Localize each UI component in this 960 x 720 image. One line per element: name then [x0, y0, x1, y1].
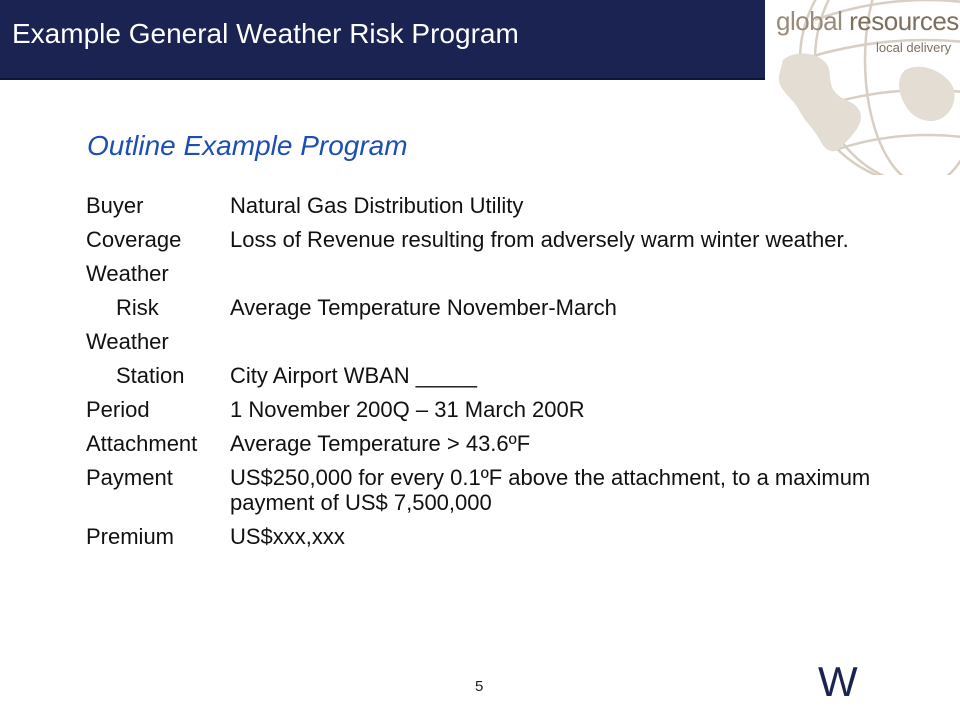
slide-title: Example General Weather Risk Program [12, 18, 519, 49]
row-coverage [86, 227, 886, 252]
row-station [86, 363, 886, 388]
row-period [86, 397, 886, 422]
term-definition: Loss of Revenue resulting from adversely warm winter weather. [230, 227, 849, 252]
row-buyer [86, 193, 886, 218]
logo-word-global: global [776, 6, 843, 36]
term-definition: Average Temperature > 43.6ºF [230, 431, 531, 456]
row-weather-risk-heading [86, 261, 886, 286]
term-definition: Natural Gas Distribution Utility [230, 193, 524, 218]
term-definition: City Airport WBAN _____ [230, 363, 477, 388]
term-label: Station [116, 363, 185, 388]
section-title: Outline Example Program [87, 130, 408, 161]
term-label: Weather [86, 261, 169, 286]
global-resources-logo [755, 0, 960, 175]
term-label: Coverage [86, 227, 182, 252]
term-definition: Average Temperature November-March [230, 295, 617, 320]
term-label: Attachment [86, 431, 198, 456]
term-label: Buyer [86, 193, 144, 218]
term-label: Risk [116, 295, 159, 320]
logo-wordmark [776, 6, 959, 36]
row-attachment [86, 431, 886, 456]
term-label: Weather [86, 329, 169, 354]
row-premium [86, 524, 886, 549]
term-definition [230, 261, 886, 286]
term-definition [230, 329, 886, 354]
row-risk [86, 295, 886, 320]
row-weather-station-heading [86, 329, 886, 354]
term-label: Premium [86, 524, 175, 549]
term-definition: US$xxx,xxx [230, 524, 345, 549]
row-payment [86, 465, 886, 515]
header-bar [0, 0, 765, 80]
term-definition: 1 November 200Q – 31 March 200R [230, 397, 585, 422]
program-outline [86, 193, 886, 558]
company-mark: W [818, 658, 858, 705]
term-definition: US$250,000 for every 0.1ºF above the attachment, to a maximum payment of US$ 7,500,000 [230, 465, 871, 515]
term-label: Payment [86, 465, 173, 490]
term-label: Period [86, 397, 150, 422]
logo-tagline: local delivery [876, 40, 952, 55]
page-number: 5 [475, 678, 484, 695]
logo-word-resources: resources [849, 6, 959, 36]
